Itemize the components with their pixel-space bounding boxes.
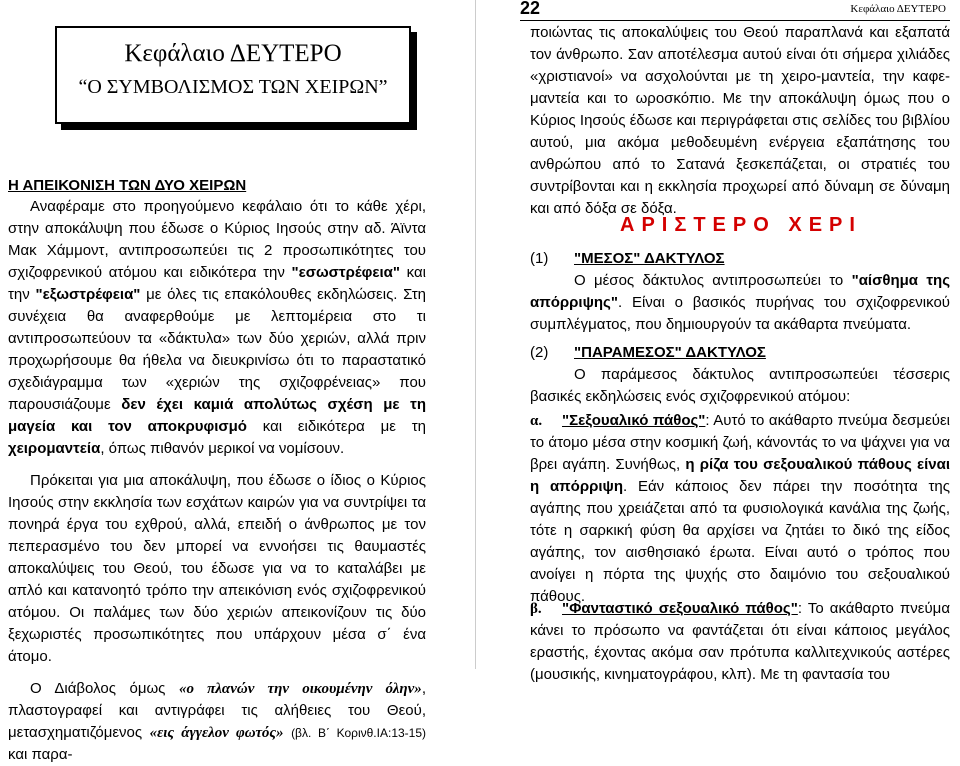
- paragraph-2: Πρόκειται για μια αποκάλυψη, που έδωσε ο ίδιος ο Κύριος Ιησούς στην εκκλησία των εσχάτων καιρών για να συντρίψει τα πονηρά έργα του εχθρού, αλλά, επειδή ο άνθρωπος με τον πεπερασμένο του δεν μπορεί να εννοήσει τις θαυμαστές αποκαλύψεις του Θεού, του έδωσε για να το καταλάβει με απλό και κατανοητό τρόπο την απεικόνιση ενός σχιζοφρενικού ατόμου. Οι παλάμες των δύο χεριών απεικονίζουν τις δύο ξεχωριστές προσωπικότητες που υπάρχουν μέσα σ΄ ένα άτομο.: [8, 472, 426, 665]
- paragraph: ποιώντας τις αποκαλύψεις του Θεού παραπλανά και εξαπατά τον άνθρωπο. Σαν αποτέλεσμα αυτού είναι ότι σήμερα χιλιάδες «χριστιανοί» να ασχολούνται με τη χειρο-μαντεία, την καφε-μαντεία και το ωροσκόπιο. Με την αποκάλυψη όμως που ο Κύριος Ιησούς έδωσε και περιγράφεται στις σελίδες του βιβλίου αυτού, μια ακόμα μεθοδευμένη ενέργεια εξαπάτησης του ανθρώπου από το Σατανά ξεσκεπάζεται, οι στρατιές του συντρίβονται και η εκκλησία προχωρεί από δύναμη σε δύναμη και από δόξα σε δόξα.: [530, 24, 950, 217]
- left-body-text: [8, 196, 426, 766]
- running-header: [520, 0, 950, 21]
- chapter-title: Κεφάλαιο ΔΕΥΤΕΡΟ: [124, 40, 342, 67]
- p3-quote: «ο πλανών την οικουμένην όλην»: [178, 681, 422, 697]
- item-text: [530, 270, 950, 336]
- subitem-text: : Αυτό το ακάθαρτο πνεύμα δεσμεύει το άτομο μέσα στην κοσμική ζωή, κάνοντάς το να ψάχνει για να βρει αγάπη. Συνήθως,: [530, 412, 950, 473]
- left-page: [0, 0, 460, 763]
- running-title: Κεφάλαιο ΔΕΥΤΕΡΟ: [850, 3, 946, 15]
- right-paragraph-1: [530, 22, 950, 220]
- p1-emphasis-palmistry: χειρομαντεία: [8, 440, 101, 457]
- p1-text: και την: [8, 264, 426, 303]
- item-text-part: . Είναι ο βασικός πυρήνας του σχιζοφρενικού συμπλέγματος, που δημιουργούν τα ακάθαρτα πνεύματα.: [530, 294, 950, 333]
- paragraph-1: [8, 196, 426, 460]
- p1-emphasis-introversion: "εσωστρέφεια": [291, 264, 401, 281]
- p1-text: και ειδικότερα με τη: [246, 418, 426, 435]
- subitem-a: [530, 410, 950, 608]
- page-number: 22: [520, 0, 541, 18]
- item-number: (1): [530, 250, 549, 267]
- chapter-subtitle: “Ο ΣΥΜΒΟΛΙΣΜΟΣ ΤΩΝ ΧΕΙΡΩΝ”: [78, 76, 388, 98]
- page-divider: [475, 0, 476, 669]
- subitem-letter: α.: [530, 413, 543, 429]
- p1-emphasis-extroversion: "εξωστρέφεια": [35, 286, 141, 303]
- p3-quote: «εις άγγελον φωτός»: [149, 725, 284, 741]
- item-ring-finger: [530, 342, 950, 408]
- item-label: "ΠΑΡΑΜΕΣΟΣ" ΔΑΚΤΥΛΟΣ: [574, 344, 766, 361]
- item-text-part: Ο μέσος δάκτυλος αντιπροσωπεύει το: [574, 272, 852, 289]
- subitem-letter: β.: [530, 601, 542, 617]
- subitem-label: "Φανταστικό σεξουαλικό πάθος": [562, 600, 798, 617]
- subitem-text: . Εάν κάποιος δεν πάρει την ποσότητα της αγάπης που χρειάζεται από τα φυσιολογικά κανάλια της ζωής, τότε η σαρκική φύση θα αρχίσει να ζητάει το δικό της είδος αγάπης, τον αισθησιακό έρωτα. Είναι αυτό ο τρόπος που ανοίγει η πόρτα της ψυχής στο δαιμόνιο του σεξουαλικού πάθους.: [530, 478, 951, 605]
- p1-text: , όπως πιθανόν μερικοί να νομίσουν.: [100, 440, 345, 457]
- p1-text: Αναφέραμε στο προηγούμενο κεφάλαιο ότι το κάθε χέρι, στην αποκάλυψη που έδωσε ο Κύριος Ιησούς στην αδ. Άϊντα Μακ Χάμμοντ, αντιπροσωπεύει τις 2 προσωπικότητες του σχιζοφρενικού ατόμου και ειδικότερα την: [8, 198, 426, 281]
- chapter-title-box: [55, 26, 411, 124]
- subitem-label: "Σεξουαλικό πάθος": [562, 412, 706, 429]
- p3-text: και παρα-: [8, 746, 73, 763]
- p1-text: με όλες τις επακόλουθες εκδηλώσεις. Στη συνέχεια θα αναφερθούμε με λεπτομέρεια στο τι αντιπροσωπεύουν τα «δάκτυλα» των δύο χεριών, αλλά πριν προχωρήσουμε θα ήθελα να διευκρινίσω ότι το παραστατικό σχεδιάγραμμα των «χεριών της σχιζοφρένειας» που παρουσιάζουμε: [8, 286, 426, 413]
- p3-reference: (βλ. Β΄ Κορινθ.ΙΑ:13-15): [291, 726, 427, 740]
- item-emphasis: "αίσθημα της απόρριψης": [530, 272, 950, 311]
- item-text: Ο παράμεσος δάκτυλος αντιπροσωπεύει τέσσερις βασικές εκδηλώσεις ενός σχιζοφρενικού ατόμου:: [530, 366, 950, 405]
- subitem-emphasis: η ρίζα του σεξουαλικού πάθους είναι η απόρριψη: [530, 456, 950, 495]
- p1-emphasis-magic: δεν έχει καμιά απολύτως σχέση με τη μαγεία και τον αποκρυφισμό: [8, 396, 426, 435]
- p3-text: , πλαστογραφεί και αντιγράφει τις αλήθειες του Θεού, μετασχηματιζόμενος: [8, 680, 426, 741]
- paragraph-3: [8, 678, 426, 766]
- section-heading: Η ΑΠΕΙΚΟΝΙΣΗ ΤΩΝ ΔΥΟ ΧΕΙΡΩΝ: [8, 177, 247, 194]
- item-label: "ΜΕΣΟΣ" ΔΑΚΤΥΛΟΣ: [574, 250, 725, 267]
- item-number: (2): [530, 344, 549, 361]
- left-hand-heading: ΑΡΙΣΤΕΡΟ ΧΕΡΙ: [620, 214, 862, 236]
- subitem-b: [530, 598, 950, 686]
- subitem-text: : Το ακάθαρτο πνεύμα κάνει το πρόσωπο να φαντάζεται ότι είναι κάποιος μεγάλος εραστής, έχοντας ακόμα σαν πρότυπα καλλιτεχνικούς αστέρες (μουσικής, κινηματογράφου, κλπ). Με τη φαντασία του: [530, 600, 950, 683]
- item-middle-finger: [530, 248, 950, 336]
- p3-text: Ο Διάβολος όμως: [30, 680, 179, 697]
